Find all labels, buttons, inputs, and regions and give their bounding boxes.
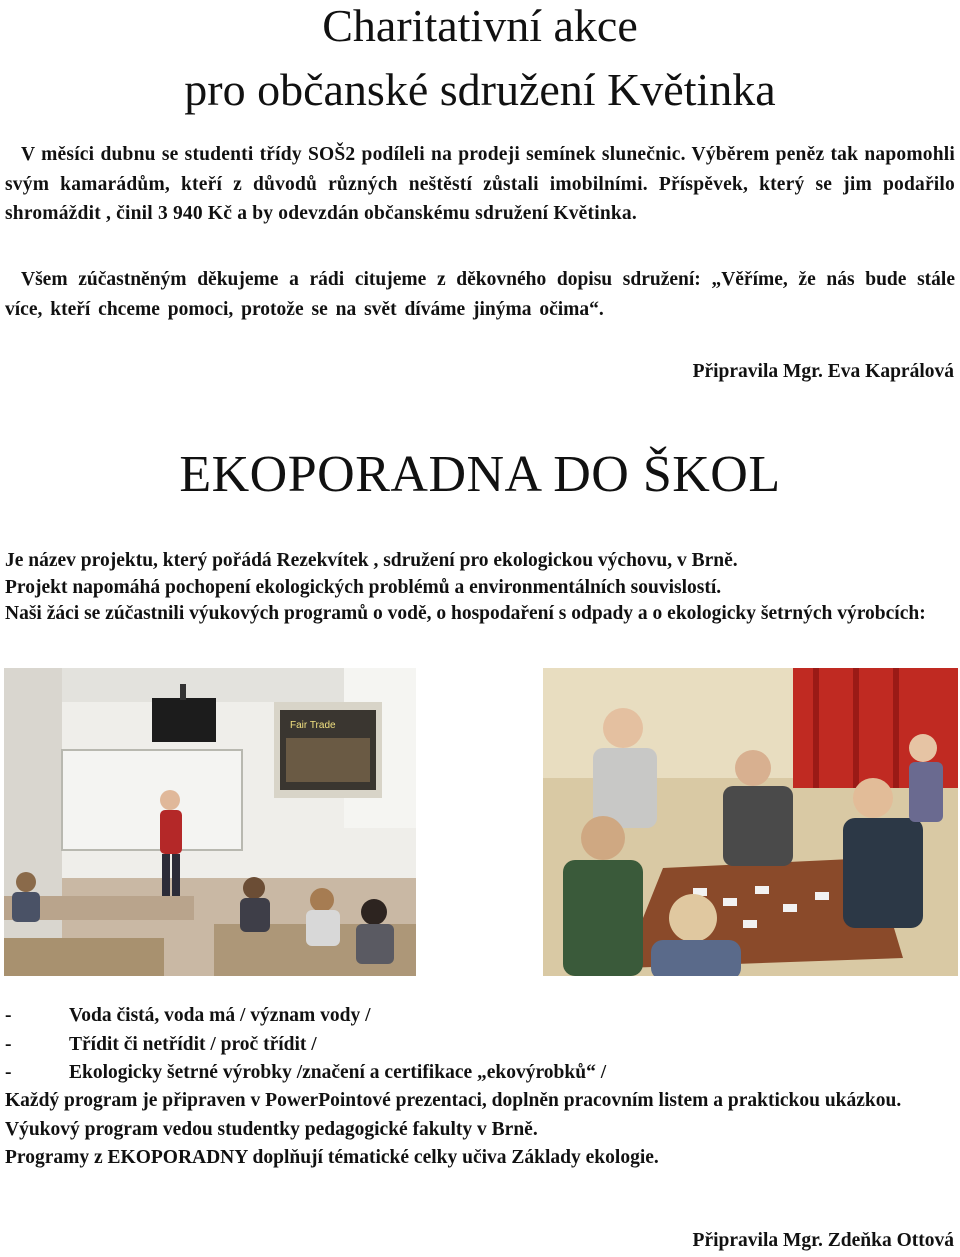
- ekoporadna-signature: Připravila Mgr. Zdeňka Ottová: [692, 1230, 954, 1251]
- intro-line-2: Projekt napomáhá pochopení ekologických problémů a environmentálních souvislostí.: [5, 576, 722, 598]
- students-photo-illustration: [543, 668, 958, 976]
- slide-title: Fair Trade: [290, 720, 336, 731]
- list-item: [5, 1059, 955, 1088]
- thanks-paragraph: Všem zúčastněným děkujeme a rádi citujeme z děkovného dopisu sdružení: „Věříme, že nás bude stále více, kteří chceme pomoci, protože se na svět díváme jinýma očima“.: [5, 269, 955, 320]
- list-dash: -: [5, 1005, 12, 1026]
- classroom-photo-illustration: [4, 668, 416, 976]
- list-dash: -: [5, 1062, 12, 1083]
- list-item: [5, 1031, 955, 1060]
- classroom-presentation-photo: [4, 668, 416, 976]
- intro-line-1: Je název projektu, který pořádá Rezekvítek , sdružení pro ekologickou výchovu, v Brně.: [5, 550, 738, 571]
- list-item: [5, 1002, 955, 1031]
- charity-title-line1: Charitativní akce: [322, 0, 638, 51]
- closing-line-3: Programy z EKOPORADNY doplňují tématické celky učiva Základy ekologie.: [5, 1147, 659, 1168]
- charity-paragraph: V měsíci dubnu se studenti třídy SOŠ2 podíleli na prodeji semínek slunečnic. Výběrem peněz tak napomohli svým kamarádům, kteří z důvodů různých neštěstí zůstali imobilními. Příspěvek, který se jim podařilo shromáždit , činil 3 940 Kč a by odevzdán občanskému sdružení Květinka.: [5, 144, 955, 224]
- ekoporadna-closing: [5, 1087, 935, 1173]
- closing-line-1: Každý program je připraven v PowerPointové prezentaci, doplněn pracovním listem a praktickou ukázkou.: [5, 1090, 902, 1111]
- program-list: [5, 1002, 955, 1088]
- list-dash: -: [5, 1033, 12, 1055]
- closing-line-2: Výukový program vedou studentky pedagogické fakulty v Brně.: [5, 1118, 538, 1140]
- list-item-text: Ekologicky šetrné výrobky /značení a certifikace „ekovýrobků“ /: [69, 1062, 607, 1083]
- charity-signature: Připravila Mgr. Eva Kaprálová: [692, 361, 954, 382]
- ekoporadna-heading: EKOPORADNA DO ŠKOL: [179, 446, 781, 503]
- intro-line-3: Naši žáci se zúčastnili výukových programů o vodě, o hospodaření s odpady a o ekologicky šetrných výrobcích:: [5, 603, 926, 624]
- list-item-text: Třídit či netřídit / proč třídit /: [69, 1033, 317, 1055]
- charity-title-line2: pro občanské sdružení Květinka: [184, 64, 776, 115]
- students-activity-photo: [543, 668, 958, 976]
- ekoporadna-intro: [5, 548, 955, 628]
- list-item-text: Voda čistá, voda má / význam vody /: [69, 1005, 371, 1026]
